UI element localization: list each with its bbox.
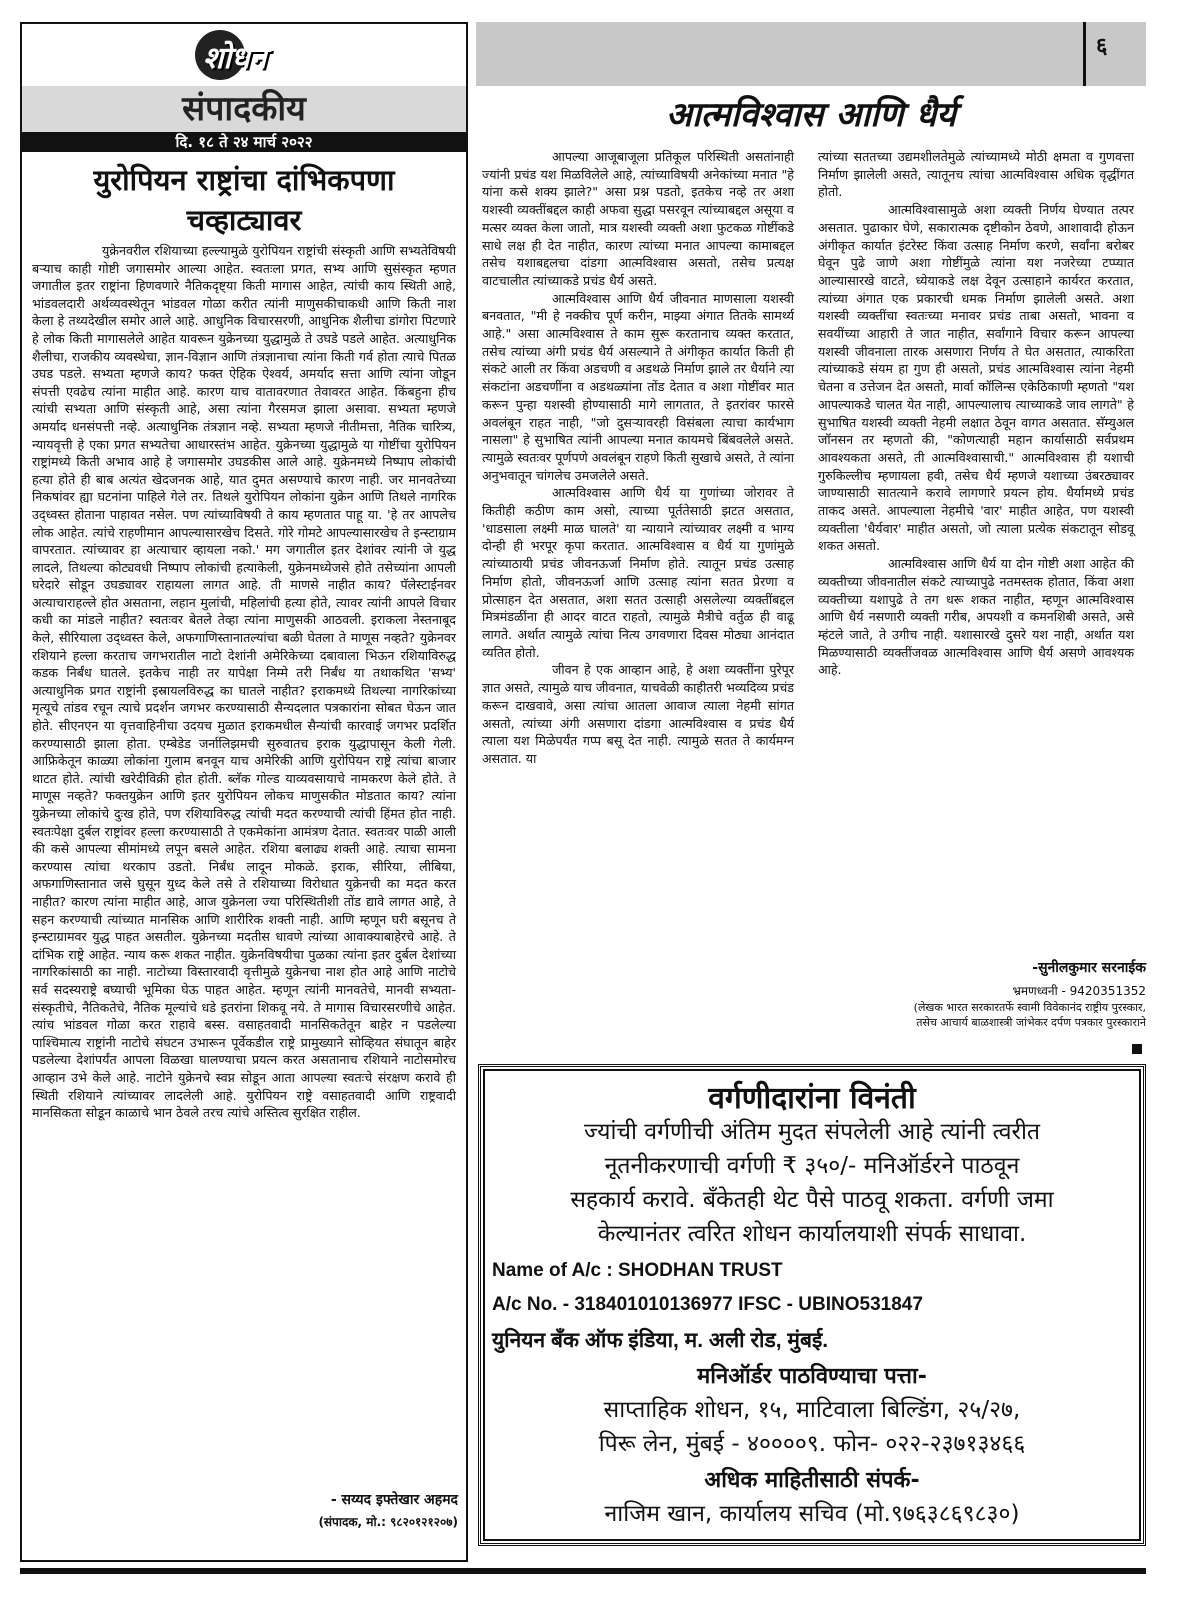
editorial-author: - सय्यद इफ्तेखार अहमद — [330, 1492, 458, 1508]
editorial-body: युक्रेनवरील रशियाच्या हल्ल्यामुळे युरोपियन राष्ट्रांची संस्कृती आणि सभ्यतेविषयी बऱ्याच काही गोष्टी जगासमोर आल्या आहेत. स्वतःला प्रगत, सभ्य आणि सुसंस्कृत म्हणत जगातील इतर राष्ट्रांना हिणवणारे नैतिकदृष्ट्या किती मागास आहेत, त्यांची काय स्थिती आहे, भांडवलदारी अर्थव्यवस्थेतून भांडवल गोळा करीत त्यांनी माणुसकीचाकधी आणि किती नाश केला हे तथ्यदेखील समोर आले आहे. आधुनिक विचारसरणी, आधुनिक शैलीचा डांगोरा पिटणारे हे लोक किती मागासलेले आहेत यावरून युक्रेनच्या युद्धामुळे ते उघडे पडले आहेत. अत्याधुनिक शैलीचा, राजकीय व्यवस्थेचा, ज्ञान-विज्ञान आणि तंत्रज्ञानाचा त्यांना किती गर्व होता त्याचे पितळ उघड पडले. सभ्यता म्हणजे काय? फक्त ऐहिक ऐश्वर्य, अमर्याद सत्ता आणि त्यांना जोडून संपत्ती एवढेच त्यांना माहीत आहे. कारण याच वातावरणात तेवावरत आहेत. किंबहुना हीच त्यांची सभ्यता आणि संस्कृती आहे, असा त्यांना गैरसमज झाला असावा. सभ्यता म्हणजे अमर्याद धनसंपत्ती नव्हे. अत्याधुनिक तंत्रज्ञान नव्हे. सभ्यता म्हणजे नीतीमत्ता, नैतिक चारित्र्य, न्यायवृत्ती हे एका प्रगत सभ्यतेचा आधारस्तंभ आहेत. युक्रेनच्या युद्धामुळे या गोष्टींचा युरोपियन राष्ट्रांमध्ये किती अभाव आहे हे जगासमोर उघडकीस आले आहे. युक्रेनमध्ये निष्पाप लोकांची हत्या होते ही बाब अत्यंत खेदजनक आहे, यात दुमत असण्याचे कारण नाही. जर मानवतेच्या निकषांवर ह्या घटनांना पाहिले गेले तर. तिथले युरोपियन लोकांना युक्रेन आणि तिथले नागरिक उद्ध्वस्त होताना पाहावत नसेल. पण त्यांच्याविषयी ते काय म्हणतात पाहू या. 'हे तर आपलेच लोक आहेत. त्यांचे राहणीमान आपल्यासारखेच दिसते. गोरे गोमटे आपल्यासारखेच ते इन्स्टाग्राम वापरतात. त्यांच्यावर हा अत्याचार व्हायला नको.' मग जगातील इतर देशांवर त्यांनी जे युद्ध लादले, तिथल्या कोट्यवधी निष्पाप लोकांची हत्याकेली, युक्रेनमध्येजसे होते तसेच्यांना आपली घरेदारे सोडून उघड्यावर राहायला लागत आहे. ती माणसे नाहीत काय? पॅलेस्टाईनवर अत्याचाराहल्ले होत असताना, लहान मुलांची, महिलांची हत्या होते, त्यावर त्यांनी आपले विचार कधी का मांडले नाहीत? स्वतःवर बेतले तेव्हा त्यांना माणुसकी आठवली. इराकला नेस्तनाबूद केले, सीरियाला उद्ध्वस्त केले, अफगाणिस्तानातल्यांचा बळी घेतला ते माणूस नव्हते? युक्रेनवर रशियाने हल्ला करताच जगभरातील नाटो देशांनी अमेरिकेच्या दबावाला भिऊन रशियाविरुद्ध कडक निर्बंध घातले. इतकेच नाही तर यापेक्षा निम्मे तरी निर्बंध या तथाकथित 'सभ्य' अत्याधुनिक प्रगत राष्ट्रांनी इस्रायलविरुद्ध का घातले नाहीत? इराकमध्ये तिथल्या नागरिकांच्या मृत्यूचे तांडव रचून त्याचे प्रदर्शन जगभर करण्यासाठी सैन्यदलात पत्रकारांना सोबत घेऊन जात होते. सीएनएन या वृत्तवाहिनीचा उदयच मुळात इराकमधील सैन्यांची कारवाई जगभर प्रदर्शित करण्यासाठी झाला होता. एम्बेडेड जर्नालिझमची सुरुवातच इराक युद्धापासून केली गेली. आफ्रिकेतून काळ्या लोकांना गुलाम बनवून याच अमेरिकी आणि युरोपियन राष्ट्रे त्यांचा बाजार थाटत होते. त्यांची खरेदीविक्री होत होती. ब्लॅक गोल्ड याव्यवसायाचे नामकरण केले होते. ते माणूस नव्हते? फक्तयुक्रेन आणि इतर युरोपियन लोकच माणुसकीत मोडतात काय? त्यांना युक्रेनच्या लोकांचे दुःख होते, पण रशियाविरुद्ध त्यांची मदत करण्याची त्यांची हिंमत होत नाही. स्वतःपेक्षा दुर्बल राष्ट्रांवर हल्ला करण्यासाठी ते एकमेकांना आमंत्रण देतात. स्वतःवर पाळी आली की कसे आपल्या सीमांमध्ये लपून बसले आहेत. रशिया बलाढ्य शक्ती आहे. त्याचा सामना करण्यास त्यांचा थरकाप उडतो. निर्बंध लादून मोकळे. इराक, सीरिया, लीबिया, अफगाणिस्तानात जसे घुसून युध्द केले तसे ते रशियाच्या विरोधात युक्रेनची का मदत करत नाहीत? कारण त्यांना माहीत आहे, आज युक्रेनला ज्या परिस्थितीशी तोंड द्यावे लागत आहे, ते सहन करण्याची त्यांच्यात मानसिक आणि शारीरिक शक्ती नाही. आणि म्हणून घरी बसूनच ते इन्स्टाग्रामवर युद्ध पाहत असतील. युक्रेनच्या मदतीस धावणे त्यांच्या आवाक्याबाहेरचे आहे. ते दांभिक राष्ट्रे आहेत. न्याय करू शकत नाहीत. युक्रेनविषयीचा पुळका त्यांना इतर दुर्बल देशांच्या नागरिकांसाठी का नाही. नाटोच्या विस्तारवादी वृत्तीमुळे युक्रेनचा नाश होत आहे आणि नाटोचे सर्व सदस्यराष्ट्रे बघ्याची भूमिका घेऊ पाहत आहेत. म्हणून त्यांनी मानवतेचे, मानवी सभ्यता-संस्कृतीचे, नैतिकतेचे, नैतिक मूल्यांचे धडे इतरांना शिकवू नये. ते मागास विचारसरणीचे आहेत. त्यांच भांडवल गोळा करत राहावे बस्स. वसाहतवादी मानसिकतेतून बाहेर न पडलेल्या पाश्चिमात्य राष्ट्रांनी नाटोचे संघटन उभारून पूर्वेकडील राष्ट्रे प्रामुख्याने सोव्हियत संघातून बाहेर पडलेल्या देशांपर्यंत आपला विळखा घालण्याचा प्रयत्न करत असतानाच रशियाने नाटोसमोरच आव्हान उभे केले आहे. नाटोने युक्रेनचे स्वप्न सोडून आता आपल्या स्वतःचे संरक्षण करावे ही स्थिती रशियाने त्यांच्यावर लादलेली आहे. युरोपियन राष्ट्रे वसाहतवादी आणि राष्ट्रवादी मानसिकता सोडून काळाचे भान ठेवले तरच त्यांचे अस्तित्व सुरक्षित राहील. — [32, 243, 456, 1121]
contact-heading: अधिक माहितीसाठी संपर्क- — [704, 1468, 920, 1493]
article-end-mark — [1132, 1044, 1142, 1054]
article-paragraph: आत्मविश्वास आणि धैर्य या दोन गोष्टी अशा आहेत की व्यक्तीच्या जीवनातील संकटे त्याच्यापुढे नतमस्तक होतात, किंवा अशा व्यक्तीच्या यशापुढे ते तग धरू शकत नाहीत, म्हणून आत्मविश्वास आणि धैर्य नसणारी व्यक्ती गरीब, अपयशी व कमनशिबी असते, असे म्हंटले जाते, ते उगीच नाही. यशासारखे दुसरे यश नाही, अर्थात यश मिळण्यासाठी व्यक्तींजवळ आत्मविश्वास आणि धैर्य असणे आवश्यक आहे. — [818, 556, 1134, 678]
subscription-title: वर्गणीदारांना विनंती — [708, 1081, 916, 1116]
subscription-line4: केल्यानंतर त्वरित शोधन कार्यालयाशी संपर्क साधावा. — [597, 1221, 1027, 1247]
address-line2: पिरू लेन, मुंबई - ४००००९. फोन- ०२२-२३७१३४६६ — [598, 1431, 1026, 1457]
logo-text: शोधन — [203, 41, 267, 76]
editorial-contact: (संपादक, मो.: ९८२०१२१२०७) — [318, 1515, 458, 1529]
subscription-line3: सहकार्य करावे. बँकेतही थेट पैसे पाठवू शकता. वर्गणी जमा — [570, 1187, 1054, 1213]
article-paragraph: जीवन हे एक आव्हान आहे, हे अशा व्यक्तींना पुरेपूर ज्ञात असते, त्यामुळे याच जीवनात, याचवेळी काहीतरी भव्यदिव्य प्रचंड करून दाखवावे, असा त्यांचा आतला आवाज त्याला नेहमी सांगत असतो, त्यांच्या अंगी असणारा दांडगा आत्मविश्वास व प्रचंड धैर्य त्याला यश मिळेपर्यंत गप्प बसू देत नाही. त्यामुळे सतत ते कार्यमग्न असतात. या — [482, 662, 794, 766]
article-paragraph: त्यांच्या सततच्या उद्यमशीलतेमुळे त्यांच्यामध्ये मोठी क्षमता व गुणवत्ता निर्माण झालेली असते, त्यातूनच त्यांचा आत्मविश्वास अधिक वृद्धींगत होतो. — [818, 149, 1134, 200]
editorial-title — [30, 160, 458, 240]
article-paragraph: आत्मविश्वास आणि धैर्य जीवनात माणसाला यशस्वी बनवतात, "मी हे नक्कीच पूर्ण करीन, माझ्या अंगात तितके सामर्थ्य आहे." असा आत्मविश्वास ते काम सुरू करतानाच व्यक्त करतात, तसेच त्यांच्या अंगी प्रचंड धैर्य असल्याने ते अंगीकृत कार्यात किती ही संकटे आली तर किंवा अडचणी व अडथळे निर्माण झाले तर धैर्याने त्या संकटांना अडचणींना व अडथळ्यांना तोंड देतात व अशा गोष्टींवर मात करून पुन्हा यशस्वी होण्यासाठी मागे लागतात, ते इतरांवर फारसे अवलंबून राहत नाही, "जो दुसऱ्यावरही विसंबला त्याचा कार्यभाग नासला" हे सुभाषित त्यांनी आपल्या मनात कायमचे बिंबवलेले असते. त्यामुळे स्वतःवर पूर्णपणे अवलंबून राहणे किती सुखाचे असते, ते त्यांना अनुभवातून चांगलेच उमजलेले असते. — [482, 290, 794, 483]
author-note-line1: (लेखक भारत सरकारतर्फे स्वामी विवेकानंद राष्ट्रीय पुरस्कार, — [913, 1001, 1146, 1014]
shodhan-logo — [195, 30, 295, 82]
page-number: ६ — [1096, 34, 1108, 59]
section-title: संपादकीय — [22, 86, 466, 132]
article-paragraph: आत्मविश्वासामुळे अशा व्यक्ती निर्णय घेण्यात तत्पर असतात. पुढाकार घेणे, सकारात्मक दृष्टीकोन ठेवणे, आशावादी होऊन अंगीकृत कार्यात इंटरेस्ट किंवा उत्साह निर्माण करणे, सर्वांना बरोबर घेवून पुढे जाणे अशा गोष्टींमुळे त्यांना यश नजरेच्या टप्प्यात आल्यासारखे वाटते, ध्येयाकडे लक्ष देवून उत्साहाने कार्यरत करतात, त्यांच्या अंगात एक प्रकारची धमक निर्माण झालेली असते. अशा यशस्वी व्यक्तींचा स्वतःच्या मनावर प्रचंड ताबा असतो, भावना व सवयींच्या आहारी ते जात नाहीत, सर्वांगाने विचार करून आपल्या यशस्वी जीवनाला तारक असणारा निर्णय ते घेत असतात, त्याकरिता त्यांच्याकडे संयम हा गुण ही असतो, प्रचंड आत्मविश्वास त्यांना नेहमी चेतना व उत्तेजन देत असतो, मार्वा कॉलिन्स एकेठिकाणी म्हणतो "यश आपल्याकडे चालत येत नाही, आपल्यालाच त्याच्याकडे जाव लागते" हे सुभाषित यशस्वी व्यक्ती नेहमी लक्षात ठेवून वागत असतात. सॅम्युअल जॉनसन तर म्हणतो की, "कोणत्याही महान कार्यासाठी सर्वप्रथम आवश्यकता असते, ती आत्मविश्वासाची." आत्मविश्वास ही यशाची गुरुकिल्लीच म्हणायला हवी, तसेच धैर्य म्हणजे यशाच्या उंबरठ्यावर जाण्यासाठी सातत्याने करावे लागणारे प्रयत्न होय. धैर्यामध्ये प्रचंड ताकद असते. आपल्याला नेहमीचे 'वार' माहीत आहेत, पण यशस्वी व्यक्तीला 'धैर्यवार' माहीत असतो, जो त्याला प्रत्येक संकटातून सोडवू शकत असतो. — [818, 202, 1134, 554]
subscription-line1: ज्यांची वर्गणीची अंतिम मुदत संपलेली आहे त्यांनी त्वरीत — [583, 1119, 1041, 1145]
article-column-1 — [482, 148, 794, 768]
account-number: A/c No. - 318401010136977 IFSC - UBINO531847 — [492, 1294, 923, 1315]
contact-line: नाजिम खान, कार्यालय सचिव (मो.९७६३८६९८३०) — [604, 1501, 1020, 1527]
issue-date: दि. १८ ते २४ मार्च २०२२ — [22, 132, 466, 152]
bottom-rule — [20, 1568, 1146, 1574]
article-author-phone: भ्रमणध्वनी - 9420351352 — [1012, 984, 1146, 998]
editorial-title-line1: युरोपियन राष्ट्रांचा दांभिकपणा — [93, 163, 395, 197]
article-title: आत्मविश्वास आणि धैर्य — [666, 95, 956, 135]
article-column-2 — [818, 148, 1134, 679]
header-divider — [1083, 22, 1086, 86]
page-header-bar — [476, 22, 1146, 86]
article-paragraph: आपल्या आजूबाजूला प्रतिकूल परिस्थिती असतांनाही ज्यांनी प्रचंड यश मिळविलेले आहे, त्यांच्याविषयी अनेकांच्या मनात "हे यांना कसे शक्य झाले?" असा प्रश्न पडतो, इतकेच नव्हे तर अशा यशस्वी व्यक्तींबद्दल काही अफवा सुद्धा पसरवून त्यांच्याबद्दल असूया व मत्सर व्यक्त केला जातो, मात्र यशस्वी व्यक्ती अशा फुटकळ गोष्टींकडे साधे लक्ष ही देत नाहीत, कारण त्यांच्या मनात आपल्या कामाबद्दल तसेच यशाबद्दलचा दांडगा आत्मविश्वास असतो, तसेच प्रत्यक्ष वाटचालीत त्यांच्याकडे प्रचंड धैर्य असते. — [482, 149, 794, 288]
money-order-heading: मनिऑर्डर पाठविण्याचा पत्ता- — [697, 1364, 927, 1389]
article-author: -सुनीलकुमार सरनाईक — [1032, 960, 1146, 976]
article-author-note — [818, 1000, 1146, 1030]
subscription-line2: नूतनीकरणाची वर्गणी ₹ ३५०/- मनिऑर्डरने पाठवून — [604, 1153, 1020, 1179]
author-note-line2: तसेच आचार्य बाळशास्त्री जांभेकर दर्पण पत्रकार पुरस्काराने — [916, 1016, 1146, 1029]
article-paragraph: आत्मविश्वास आणि धैर्य या गुणांच्या जोरावर ते कितीही कठीण काम असो, त्याच्या पूर्ततेसाठी झटत असतात, 'धाडसाला लक्ष्मी माळ घालते' या न्यायाने त्यांच्यावर लक्ष्मी व भाग्य दोन्ही ही भरपूर कृपा करतात. आत्मविश्वास व धैर्य या गुणांमुळे त्यांच्याठायी प्रचंड जीवनऊर्जा निर्माण होते. त्यातून प्रचंड उत्साह निर्माण होतो, जीवनऊर्जा आणि उत्साह त्यांना सतत प्रेरणा व प्रोत्साहन देत असतात, अशा सतत उत्साही असलेल्या व्यक्तींबद्दल मित्रमंडळींना ही आदर वाटत राहतो, त्यामुळे मैत्रीचे वर्तुळ ही वाढू लागते. अर्थात त्यामुळे त्यांचा नित्य उगवणारा दिवस मोठ्या आनंदात व्यतित होतो. — [482, 485, 794, 660]
bank-name: युनियन बँक ऑफ इंडिया, म. अली रोड, मुंबई. — [492, 1329, 829, 1352]
account-name: Name of A/c : SHODHAN TRUST — [492, 1260, 783, 1281]
address-line1: साप्ताहिक शोधन, १५, माटिवाला बिल्डिंग, २५/२७, — [603, 1397, 1021, 1423]
editorial-title-line2: चव्हाट्यावर — [186, 203, 302, 237]
